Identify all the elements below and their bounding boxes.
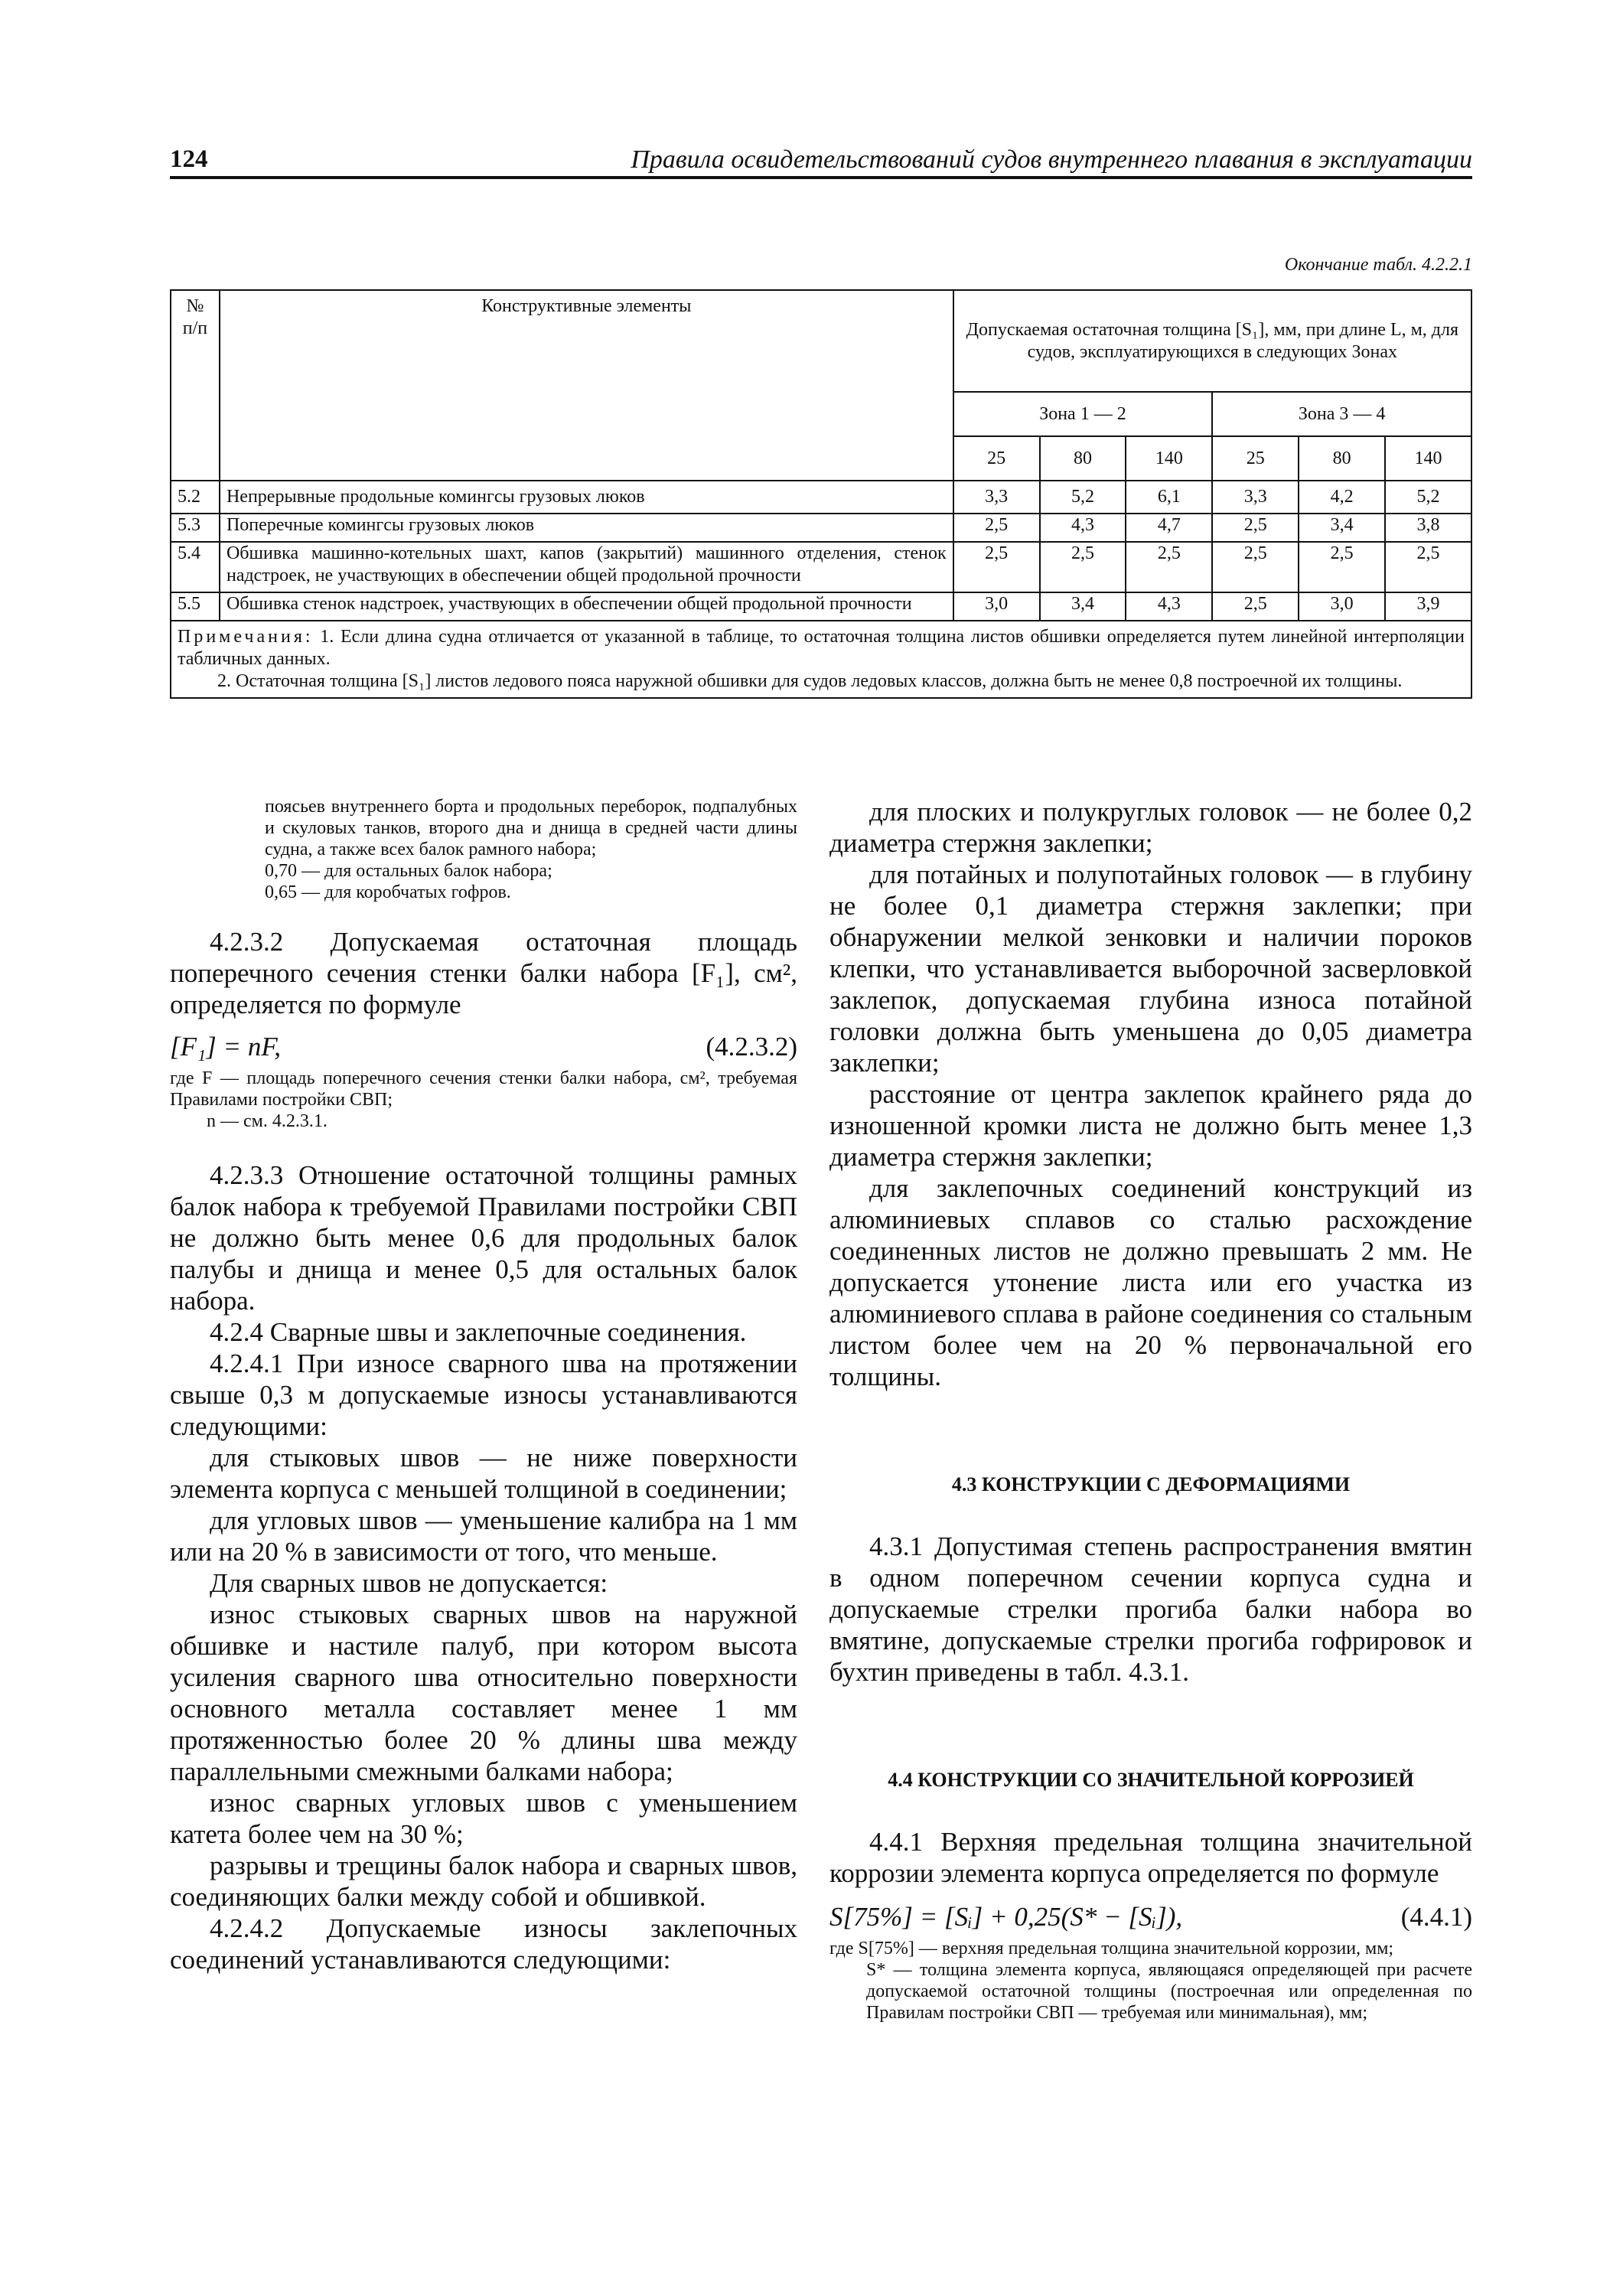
where-s75: где S[75%] — верхняя предельная толщина значительной коррозии, мм;: [829, 1939, 1394, 1958]
paragraph-butt-welds: для стыковых швов — не ниже поверхности элемента корпуса с меньшей толщиной в соединении;: [170, 1443, 797, 1504]
th-zone-1-2: Зона 1 — 2: [953, 392, 1213, 436]
formula-number: (4.4.1): [1400, 1902, 1472, 1932]
formula-expression: [F₁] = nF,: [170, 1032, 282, 1062]
row-value: 3,3: [1212, 481, 1299, 514]
row-no: 5.4: [171, 542, 220, 592]
table-notes: [171, 621, 1471, 698]
row-value: 3,0: [953, 592, 1040, 621]
row-value: 3,0: [1299, 592, 1385, 621]
row-value: 2,5: [1212, 542, 1299, 592]
th-length: 25: [1212, 436, 1299, 481]
row-value: 2,5: [953, 542, 1040, 592]
row-no: 5.5: [171, 592, 220, 621]
allowed-thickness-table: [170, 289, 1472, 699]
coefficient-070: 0,70 — для остальных балок набора;: [265, 861, 552, 881]
paragraph-4-2-4-1: 4.2.4.1 При износе сварного шва на протяжении свыше 0,3 м допускаемые износы устанавливаются следующими:: [170, 1349, 797, 1441]
th-elements: Конструктивные элементы: [220, 290, 953, 481]
paragraph-butt-wear: износ стыковых сварных швов на наружной обшивке и настиле палуб, при котором высота усиления сварного шва относительно поверхности основного металла составляет менее 1 мм протяженностью более 20 % длины шва между параллельными смежными балками набора;: [170, 1600, 797, 1786]
formula-expression: S[75%] = [Sᵢ] + 0,25(S* − [Sᵢ]),: [829, 1902, 1183, 1932]
paragraph-countersunk-heads: для потайных и полупотайных головок — в глубину не более 0,1 диаметра стержня заклепки; при обнаружении мелкой зенковки и наличии пороков клепки, что устанавливается выборочной засверловкой заклепок, допускаемая глубина износа потайной головки должна быть уменьшена до 0,05 диаметра заклепки;: [829, 859, 1472, 1078]
formula-number: (4.2.3.2): [706, 1032, 797, 1062]
paragraph-4-2-4: 4.2.4 Сварные швы и заклепочные соединения.: [210, 1317, 747, 1347]
formula-4-2-3-2: [170, 1031, 797, 1068]
left-column: [170, 796, 797, 1975]
note-2: 2. Остаточная толщина [S₁] листов ледового пояса наружной обшивки для судов ледовых классов, должна быть не менее 0,8 построечной их толщины.: [217, 671, 1403, 691]
paragraph-fillet-welds: для угловых швов — уменьшение калибра на 1 мм или на 20 % в зависимости от того, что меньше.: [170, 1505, 797, 1567]
row-value: 3,3: [953, 481, 1040, 514]
table-continuation-label: Окончание табл. 4.2.2.1: [1284, 255, 1472, 275]
row-value: 5,2: [1040, 481, 1126, 514]
paragraph-breaks: разрывы и трещины балок набора и сварных швов, соединяющих балки между собой и обшивкой.: [170, 1851, 797, 1912]
row-value: 2,5: [1212, 514, 1299, 542]
paragraph-flat-heads: для плоских и полукруглых головок — не более 0,2 диаметра стержня заклепки;: [829, 797, 1472, 858]
row-value: 3,9: [1385, 592, 1471, 621]
table-row: [171, 481, 1471, 514]
paragraph-4-4-1: 4.4.1 Верхняя предельная толщина значительной коррозии элемента корпуса определяется по формуле: [829, 1827, 1472, 1888]
th-length: 25: [953, 436, 1040, 481]
row-element: Обшивка стенок надстроек, участвующих в обеспечении общей продольной прочности: [220, 592, 953, 621]
row-value: 2,5: [1126, 542, 1212, 592]
section-heading-4-3: 4.3 КОНСТРУКЦИИ С ДЕФОРМАЦИЯМИ: [951, 1473, 1351, 1495]
row-value: 2,5: [953, 514, 1040, 542]
note-1: 1. Если длина судна отличается от указанной в таблице, то остаточная толщина листов обшивки определяется путем линейной интерполяции табличных данных.: [178, 627, 1465, 669]
where-F: где F — площадь поперечного сечения стенки балки набора, см², требуемая Правилами постройки СВП;: [170, 1068, 797, 1110]
row-element: Обшивка машинно-котельных шахт, капов (закрытий) машинного отделения, стенок надстроек, не участвующих в обеспечении общей продольной прочности: [220, 542, 953, 592]
row-value: 4,7: [1126, 514, 1212, 542]
paragraph-4-2-3-2: 4.2.3.2 Допускаемая остаточная площадь поперечного сечения стенки балки набора [F₁], см², определяется по формуле: [170, 927, 797, 1019]
paragraph-aluminium-joints: для заклепочных соединений конструкций из алюминиевых сплавов со сталью расхождение соединенных листов не должно превышать 2 мм. Не допускается утонение листа или его участка из алюминиевого сплава в районе соединения со стальным листом более чем на 20 % первоначальной его толщины.: [829, 1173, 1472, 1391]
th-length: 140: [1126, 436, 1212, 481]
row-value: 3,4: [1299, 514, 1385, 542]
page-number: 124: [170, 145, 208, 173]
row-no: 5.2: [171, 481, 220, 514]
paragraph-4-2-4-2: 4.2.4.2 Допускаемые износы заклепочных соединений устанавливаются следующими:: [170, 1913, 797, 1975]
th-no: № п/п: [171, 290, 220, 481]
header-rule: [170, 176, 1472, 179]
notes-label: Примечания:: [178, 627, 314, 647]
paragraph-4-2-3-3: 4.2.3.3 Отношение остаточной толщины рамных балок набора к требуемой Правилами постройки СВП не должно быть менее 0,6 для продольных балок палубы и днища и менее 0,5 для остальных балок набора.: [170, 1160, 797, 1316]
row-value: 3,8: [1385, 514, 1471, 542]
row-value: 2,5: [1040, 542, 1126, 592]
coefficient-list-continuation: поясьев внутреннего борта и продольных переборок, подпалубных и скуловых танков, второго дна и днища в средней части длины судна, а также всех балок рамного набора;: [265, 797, 797, 859]
row-value: 5,2: [1385, 481, 1471, 514]
th-allowed-thickness: Допускаемая остаточная толщина [S₁], мм, при длине L, м, для судов, эксплуатирующихся в следующих Зонах: [953, 290, 1471, 392]
table-row: [171, 514, 1471, 542]
row-value: 4,3: [1126, 592, 1212, 621]
th-length: 140: [1385, 436, 1471, 481]
row-element: Непрерывные продольные комингсы грузовых люков: [220, 481, 953, 514]
row-value: 3,4: [1040, 592, 1126, 621]
section-heading-4-4: 4.4 КОНСТРУКЦИИ СО ЗНАЧИТЕЛЬНОЙ КОРРОЗИЕЙ: [888, 1769, 1414, 1791]
paragraph-rivet-distance: расстояние от центра заклепок крайнего ряда до изношенной кромки листа не должно быть менее 1,3 диаметра стержня заклепки;: [829, 1079, 1472, 1172]
row-value: 2,5: [1299, 542, 1385, 592]
row-element: Поперечные комингсы грузовых люков: [220, 514, 953, 542]
paragraph-not-allowed: Для сварных швов не допускается:: [210, 1568, 608, 1598]
th-length: 80: [1040, 436, 1126, 481]
row-value: 6,1: [1126, 481, 1212, 514]
row-value: 4,2: [1299, 481, 1385, 514]
row-value: 2,5: [1212, 592, 1299, 621]
row-no: 5.3: [171, 514, 220, 542]
page-header: [170, 145, 1472, 178]
where-n: n — см. 4.2.3.1.: [207, 1111, 328, 1131]
formula-4-4-1: [829, 1901, 1472, 1938]
table-row: [171, 542, 1471, 592]
coefficient-065: 0,65 — для коробчатых гофров.: [265, 882, 511, 902]
th-length: 80: [1299, 436, 1385, 481]
paragraph-fillet-wear: износ сварных угловых швов с уменьшением катета более чем на 30 %;: [170, 1788, 797, 1849]
running-title: Правила освидетельствований судов внутреннего плавания в эксплуатации: [631, 145, 1472, 174]
where-sstar: S* — толщина элемента корпуса, являющаяся определяющей при расчете допускаемой остаточной толщины (построечная или определенная по Правилам постройки СВП — требуемая или минимальная), мм;: [866, 1960, 1472, 2023]
paragraph-4-3-1: 4.3.1 Допустимая степень распространения вмятин в одном поперечном сечении корпуса судна и допускаемые стрелки прогиба балки набора во вмятине, допускаемые стрелки прогиба гофрировок и бухтин приведены в табл. 4.3.1.: [829, 1531, 1472, 1687]
row-value: 4,3: [1040, 514, 1126, 542]
row-value: 2,5: [1385, 542, 1471, 592]
th-zone-3-4: Зона 3 — 4: [1212, 392, 1471, 436]
right-column: [829, 796, 1472, 2024]
table-row: [171, 592, 1471, 621]
